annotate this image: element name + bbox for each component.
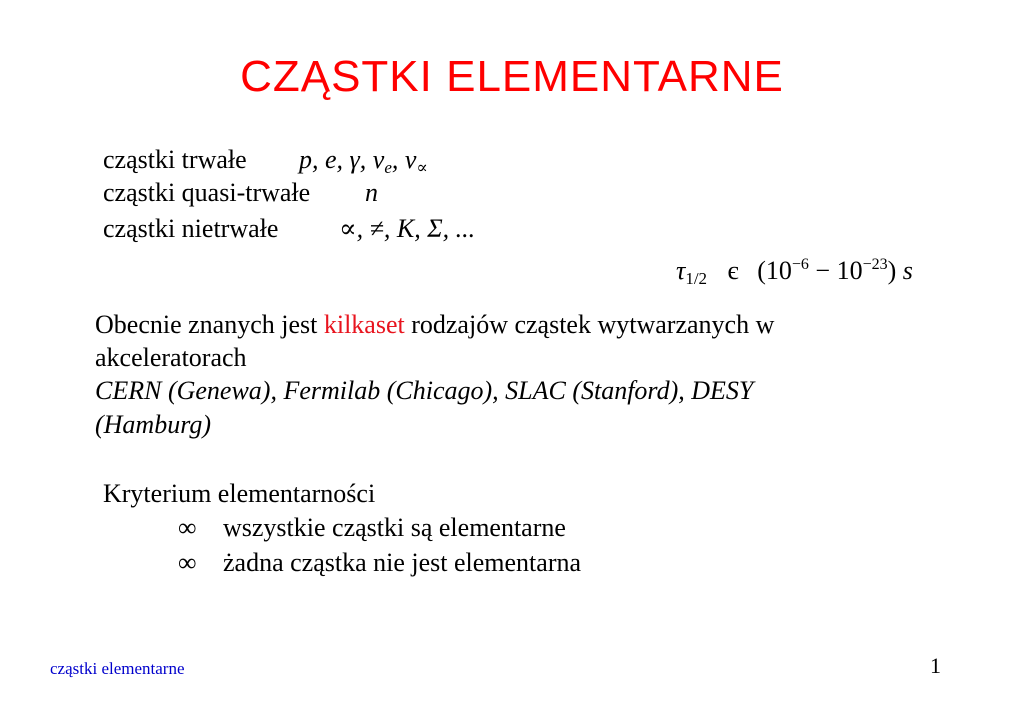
para-text: Obecnie znanych jest — [95, 310, 324, 339]
range-minus: − 10 — [808, 256, 863, 285]
symbols-main: p, e, γ, ν — [299, 145, 385, 174]
symbols-sub-mu: ∝ — [416, 158, 428, 177]
paragraph-line-1 — [95, 308, 774, 341]
particle-label: cząstki trwałe — [103, 145, 247, 174]
criterion-item-text: żadna cząstka nie jest elementarna — [223, 548, 582, 577]
paragraph-line-3: CERN (Genewa), Fermilab (Chicago), SLAC (Stanford), DESY — [95, 376, 754, 405]
tau-symbol: τ — [676, 256, 686, 285]
range-start: (10 — [757, 256, 792, 285]
tau-subscript: 1/2 — [685, 269, 708, 288]
infinity-bullet-icon: ∞ — [178, 548, 197, 577]
particle-label: cząstki quasi-trwałe — [103, 178, 311, 207]
particle-symbols — [299, 143, 428, 184]
member-symbol: є — [727, 256, 739, 285]
range-end: ) — [887, 256, 903, 285]
criterion-item-text: wszystkie cząstki są elementarne — [223, 513, 566, 542]
infinity-bullet-icon: ∞ — [178, 513, 197, 542]
criterion-heading: Kryterium elementarności — [103, 479, 376, 508]
page-number: 1 — [930, 653, 941, 678]
exponent-1: −6 — [791, 256, 809, 273]
page-title: CZĄSTKI ELEMENTARNE — [240, 52, 784, 101]
unit: s — [902, 256, 913, 285]
symbols-sep: , ν — [391, 145, 417, 174]
para-highlight: kilkaset — [323, 310, 405, 339]
paragraph-line-2: akceleratorach — [95, 343, 247, 372]
footer-text: cząstki elementarne — [50, 659, 185, 678]
particle-symbols: ∝, ≠, K, Σ, ... — [339, 214, 476, 243]
particle-label: cząstki nietrwałe — [103, 214, 279, 243]
lifetime-formula — [676, 248, 913, 295]
exponent-2: −23 — [862, 256, 888, 273]
paragraph-line-4: (Hamburg) — [95, 410, 212, 439]
particle-symbols: n — [365, 178, 378, 207]
symbols-sub-e: e — [384, 158, 392, 177]
para-text: rodzajów cząstek wytwarzanych w — [404, 310, 775, 339]
